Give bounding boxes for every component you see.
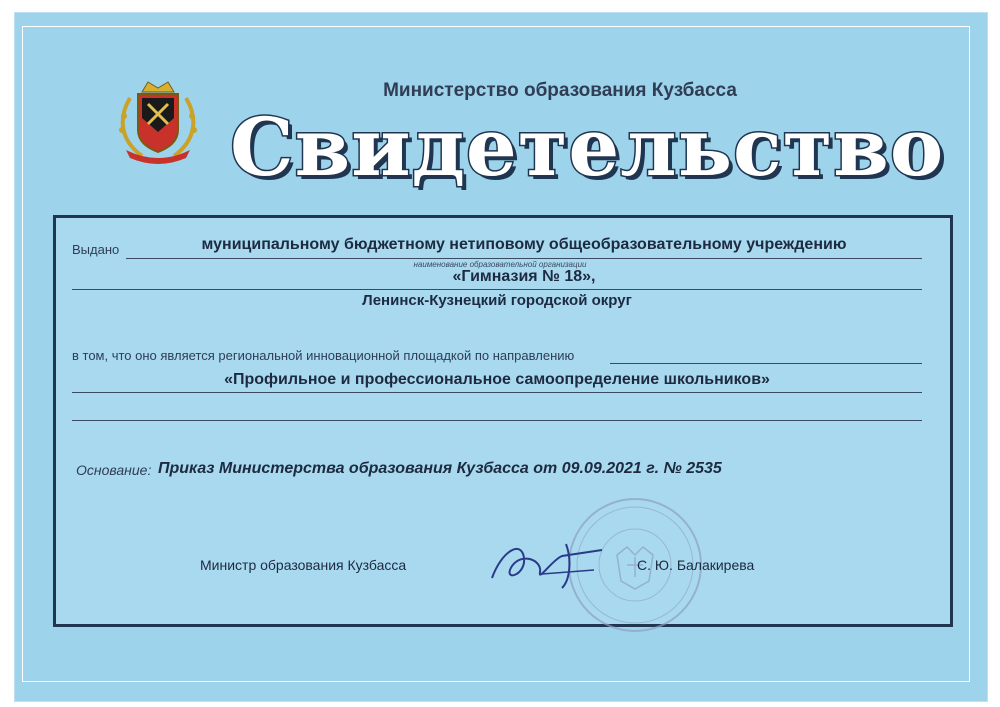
basis-value: Приказ Министерства образования Кузбасса от 09.09.2021 г. № 2535: [158, 460, 722, 477]
issued-organization-type: муниципальному бюджетному нетиповому общеобразовательному учреждению: [201, 236, 847, 253]
issued-organization-name: «Гимназия № 18»,: [452, 268, 596, 285]
ministry-heading: Министерство образования Кузбасса: [383, 80, 737, 101]
direction-line-1: [610, 363, 922, 364]
direction-label: в том, что оно является региональной инновационной площадкой по направлению: [72, 348, 575, 363]
issued-line-2: [72, 289, 922, 290]
signatory-name: С. Ю. Балакирева: [637, 557, 755, 573]
signatory-position: Министр образования Кузбасса: [200, 557, 407, 573]
basis-label: Основание:: [76, 462, 152, 478]
issued-label: Выдано: [72, 242, 120, 257]
direction-line-2: [72, 392, 922, 393]
kuzbass-coat-of-arms-icon: [112, 78, 204, 168]
direction-value: «Профильное и профессиональное самоопределение школьников»: [224, 371, 770, 388]
handwritten-signature-icon: [482, 530, 632, 595]
issued-line-1: [126, 258, 922, 259]
direction-line-3: [72, 420, 922, 421]
issued-district: Ленинск-Кузнецкий городской округ: [362, 292, 632, 309]
organization-name-caption: наименование образовательной организации: [413, 260, 587, 269]
certificate-title: Свидетельство: [230, 100, 945, 194]
